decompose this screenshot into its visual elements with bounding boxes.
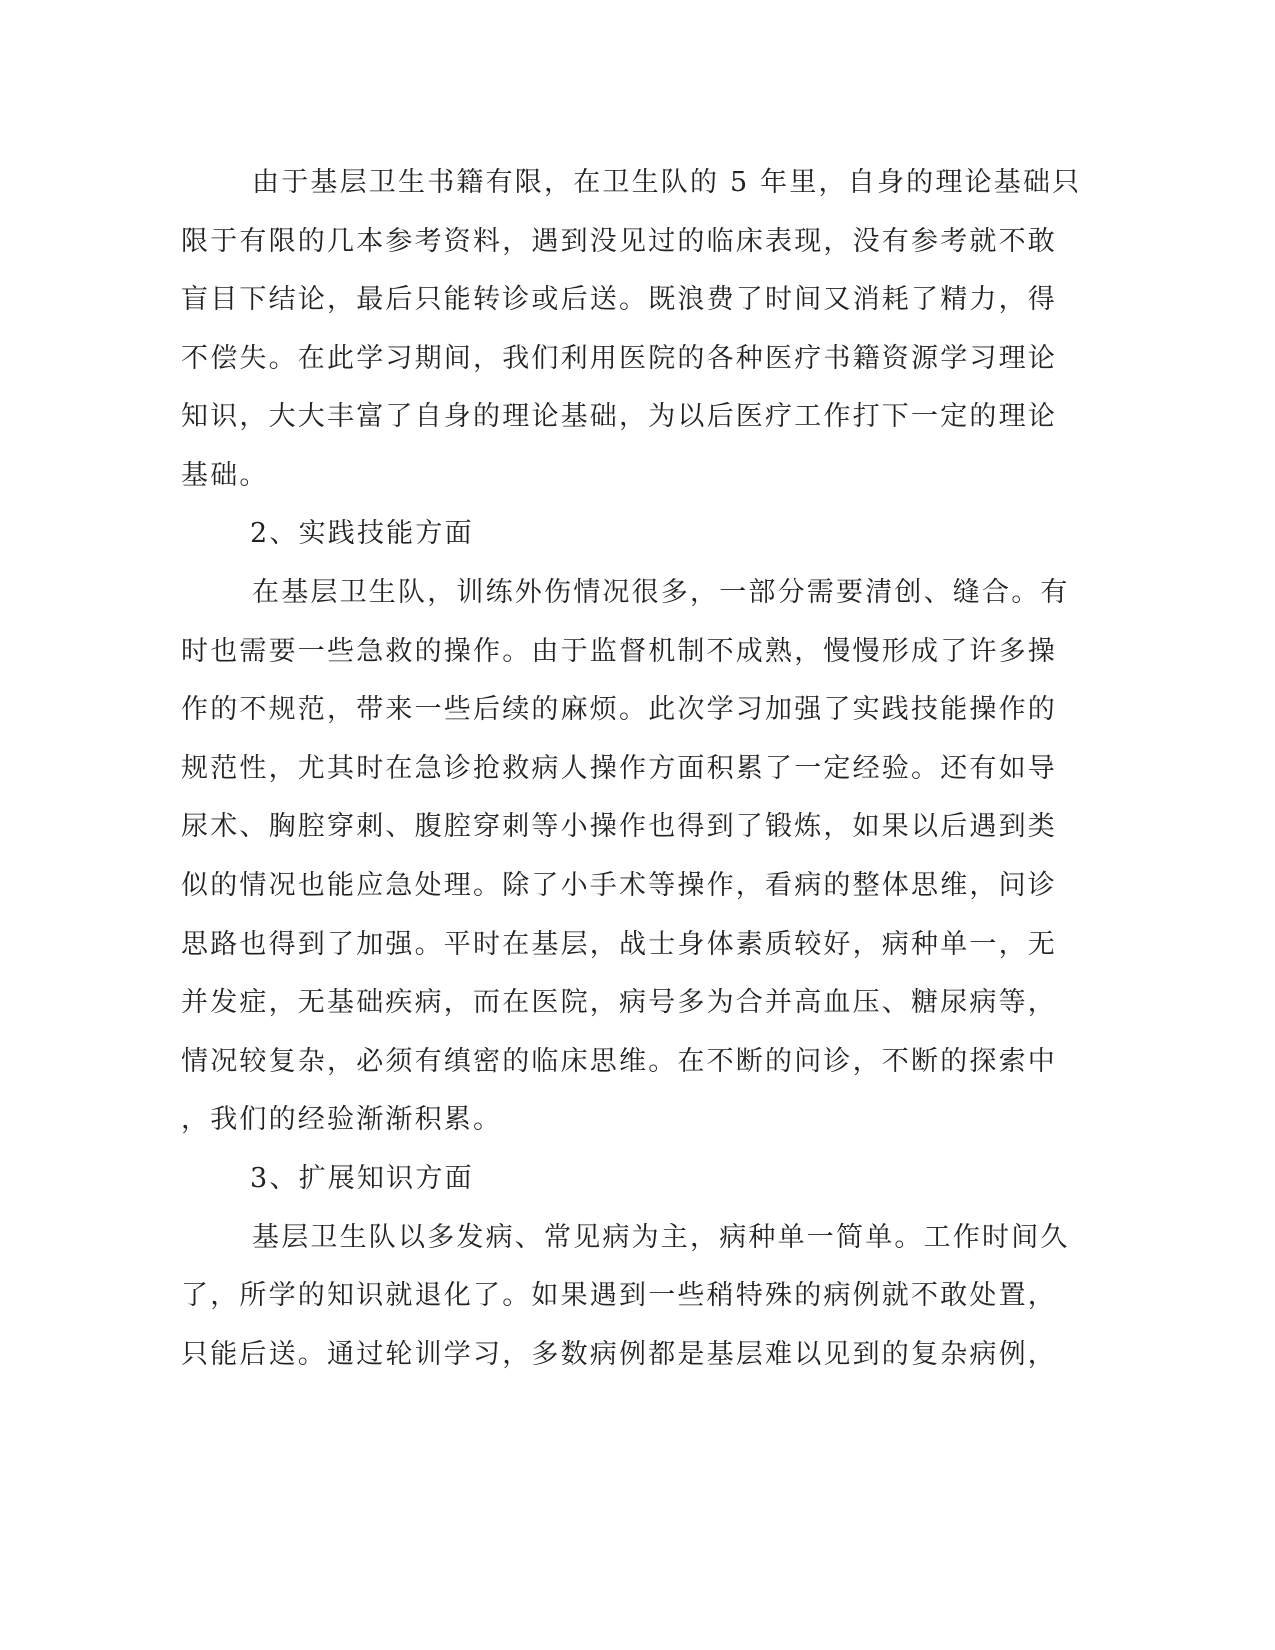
paragraph-3-line-1: 基层卫生队以多发病、常见病为主，病种单一简单。工作时间久 <box>252 1222 1070 1253</box>
paragraph-1-line-4: 不偿失。在此学习期间，我们利用医院的各种医疗书籍资源学习理论 <box>181 343 1057 374</box>
paragraph-2-line-8: 并发症，无基础疾病，而在医院，病号多为合并高血压、糖尿病等， <box>181 987 1057 1018</box>
paragraph-1-line-5: 知识，大大丰富了自身的理论基础，为以后医疗工作打下一定的理论 <box>181 401 1057 432</box>
paragraph-2-line-9: 情况较复杂，必须有缜密的临床思维。在不断的问诊，不断的探索中 <box>181 1046 1057 1077</box>
paragraph-2-line-6: 似的情况也能应急处理。除了小手术等操作，看病的整体思维，问诊 <box>181 870 1057 901</box>
paragraph-2-line-10: ，我们的经验渐渐积累。 <box>181 1104 503 1135</box>
paragraph-1-line-1: 由于基层卫生书籍有限，在卫生队的 5 年里，自身的理论基础只 <box>252 167 1082 198</box>
section-heading-extended-knowledge: 3、扩展知识方面 <box>250 1163 474 1194</box>
paragraph-2-line-7: 思路也得到了加强。平时在基层，战士身体素质较好，病种单一，无 <box>181 929 1057 960</box>
paragraph-2-line-5: 尿术、胸腔穿刺、腹腔穿刺等小操作也得到了锻炼，如果以后遇到类 <box>181 811 1057 842</box>
paragraph-2-line-4: 规范性，尤其时在急诊抢救病人操作方面积累了一定经验。还有如导 <box>181 753 1057 784</box>
paragraph-2-line-2: 时也需要一些急救的操作。由于监督机制不成熟，慢慢形成了许多操 <box>181 636 1057 667</box>
paragraph-2-line-1: 在基层卫生队，训练外伤情况很多，一部分需要清创、缝合。有 <box>252 577 1070 608</box>
paragraph-1-line-2: 限于有限的几本参考资料，遇到没见过的临床表现，没有参考就不敢 <box>181 226 1057 257</box>
paragraph-1-line-6: 基础。 <box>181 460 269 491</box>
paragraph-3-line-2: 了，所学的知识就退化了。如果遇到一些稍特殊的病例就不敢处置， <box>181 1280 1057 1311</box>
paragraph-2-line-3: 作的不规范，带来一些后续的麻烦。此次学习加强了实践技能操作的 <box>181 694 1057 725</box>
paragraph-3-line-3: 只能后送。通过轮训学习，多数病例都是基层难以见到的复杂病例， <box>181 1339 1057 1370</box>
section-heading-practical-skills: 2、实践技能方面 <box>250 518 474 549</box>
paragraph-1-line-3: 盲目下结论，最后只能转诊或后送。既浪费了时间又消耗了精力，得 <box>181 284 1057 315</box>
